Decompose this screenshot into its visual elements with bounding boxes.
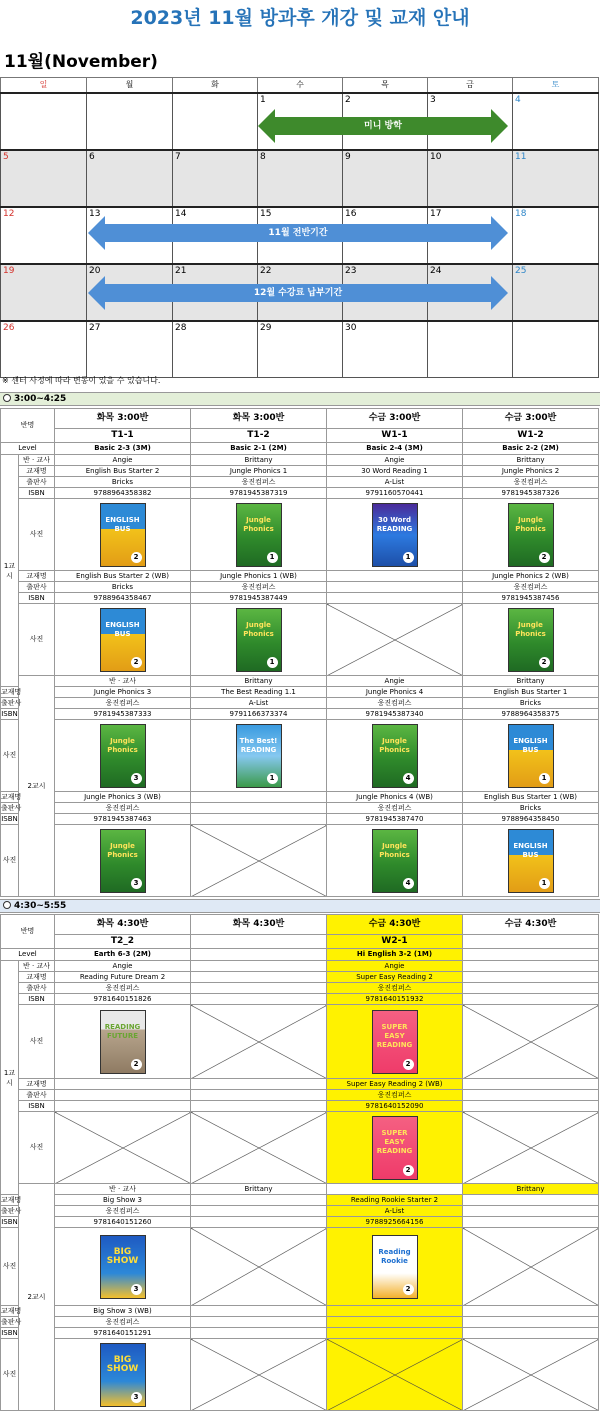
book-cover: BIG SHOW 3 (100, 1343, 146, 1407)
isbn-label: ISBN (19, 593, 55, 604)
book-cover: ENGLISH BUS 1 (508, 829, 554, 893)
class-label: 반명 (1, 915, 55, 949)
wb-isbn: 9781640151291 (55, 1328, 191, 1339)
period-label: 2교시 (19, 676, 55, 897)
period-label: 1교시 (1, 961, 19, 1195)
photo-label: 사진 (1, 720, 19, 792)
book-isbn (463, 994, 599, 1005)
day-cell: 30 (343, 321, 428, 378)
class-name: W1-1 (327, 429, 463, 443)
day-cell: 23 (343, 264, 428, 321)
day-cell: 27 (87, 321, 173, 378)
month-heading: 11월(November) (4, 52, 158, 72)
level-label: Level (1, 443, 55, 455)
book-cover: BIG SHOW 3 (100, 1235, 146, 1299)
wb-isbn (55, 1101, 191, 1112)
class-name: T1-2 (191, 429, 327, 443)
first-half-label: 11월 전반기간 (268, 228, 328, 238)
book-isbn: 9781640151260 (55, 1217, 191, 1228)
weekday-sat: 토 (513, 78, 599, 93)
book-label: 교재명 (19, 571, 55, 582)
empty-photo (191, 825, 327, 897)
book-photo (327, 1112, 463, 1184)
isbn-label: ISBN (1, 709, 18, 718)
empty-photo (191, 1005, 327, 1079)
day-cell: 2 (343, 93, 428, 150)
book-cover: Jungle Phonics 4 (372, 829, 418, 893)
book-photo (55, 720, 191, 792)
teacher-label: 반 · 교사 (19, 455, 55, 466)
book-pub: 웅진컴퍼스 (191, 477, 327, 488)
period-label: 2교시 (19, 1184, 55, 1411)
book-cover: ENGLISH BUS 2 (100, 503, 146, 567)
teacher-name: Angie (327, 455, 463, 466)
day-cell: 25 (513, 264, 599, 321)
class-level: Basic 2-1 (2M) (191, 443, 327, 455)
teacher-label: 반 · 교사 (19, 961, 55, 972)
day-cell: 4 (513, 93, 599, 150)
wb-pub: Bricks (463, 803, 599, 814)
payment-label: 12월 수강료 납부기간 (253, 288, 343, 298)
schedule-table-1 (0, 408, 599, 897)
book-pub: 웅진컴퍼스 (55, 1206, 191, 1217)
class-day: 화목 4:30반 (55, 915, 191, 935)
book-cover: Jungle Phonics 3 (100, 829, 146, 893)
wb-pub (327, 1317, 463, 1328)
wb-pub: 웅진컴퍼스 (55, 1317, 191, 1328)
wb-book (191, 1079, 327, 1090)
book-pub: A-List (327, 477, 463, 488)
circle-icon (3, 901, 11, 909)
teacher-name: Angie (55, 961, 191, 972)
book-pub: 웅진컴퍼스 (327, 983, 463, 994)
book-isbn (463, 1217, 599, 1228)
weekday-sun: 일 (1, 78, 87, 93)
wb-book: Jungle Phonics 3 (WB) (55, 792, 191, 803)
book-pub: Bricks (55, 477, 191, 488)
notice-text: ※ 센터 사정에 따라 변동이 있을 수 있습니다. (2, 376, 161, 385)
wb-book: Jungle Phonics 4 (WB) (327, 792, 463, 803)
book-cover: ENGLISH BUS 2 (100, 608, 146, 672)
book-book: Jungle Phonics 1 (191, 466, 327, 477)
book-label: 교재명 (19, 466, 55, 477)
class-name: T2_2 (55, 935, 191, 949)
book-isbn: 9781945387340 (327, 709, 463, 720)
class-day: 화목 4:30반 (191, 915, 327, 935)
class-level (463, 949, 599, 961)
day-cell: 18 (513, 207, 599, 264)
page-title: 2023년 11월 방과후 개강 및 교재 안내 (130, 7, 470, 29)
first-half-arrow (88, 216, 508, 250)
class-level: Earth 6-3 (2M) (55, 949, 191, 961)
publisher-label: 출판사 (1, 1317, 22, 1326)
wb-isbn (463, 1101, 599, 1112)
book-cover: Jungle Phonics 1 (236, 503, 282, 567)
book-pub: 웅진컴퍼스 (55, 698, 191, 709)
day-cell: 24 (428, 264, 513, 321)
day-cell: 3 (428, 93, 513, 150)
book-pub: Bricks (463, 698, 599, 709)
class-name (191, 935, 327, 949)
book-photo (327, 1005, 463, 1079)
weekday-thu: 목 (343, 78, 428, 93)
wb-pub (55, 1090, 191, 1101)
isbn-label: ISBN (19, 1101, 55, 1112)
empty-photo (55, 1112, 191, 1184)
wb-pub: 웅진컴퍼스 (463, 582, 599, 593)
section-2-header: 4:30~5:55 (0, 899, 600, 913)
class-level: Basic 2-2 (2M) (463, 443, 599, 455)
class-day: 수금 3:00반 (463, 409, 599, 429)
wb-book (55, 1079, 191, 1090)
wb-pub (191, 1317, 327, 1328)
isbn-label: ISBN (1, 1217, 18, 1226)
wb-book (327, 1306, 463, 1317)
book-book: English Bus Starter 2 (55, 466, 191, 477)
teacher-name (463, 961, 599, 972)
mini-break-label: 미니 방학 (364, 121, 402, 131)
wb-isbn (327, 1328, 463, 1339)
wb-book: Jungle Phonics 2 (WB) (463, 571, 599, 582)
wb-book: English Bus Starter 2 (WB) (55, 571, 191, 582)
day-cell: 26 (1, 321, 87, 378)
wb-book: Jungle Phonics 1 (WB) (191, 571, 327, 582)
empty-photo (191, 1112, 327, 1184)
book-photo (463, 604, 599, 676)
book-photo (55, 1339, 191, 1411)
wb-book (191, 792, 327, 803)
photo-label: 사진 (1, 1339, 19, 1411)
day-cell: 22 (258, 264, 343, 321)
book-book (463, 972, 599, 983)
wb-book: English Bus Starter 1 (WB) (463, 792, 599, 803)
book-book (191, 1195, 327, 1206)
book-book: Jungle Phonics 3 (55, 687, 191, 698)
book-cover: Jungle Phonics 1 (236, 608, 282, 672)
empty-photo (463, 1339, 599, 1411)
publisher-label: 출판사 (1, 698, 22, 707)
wb-isbn: 9781945387449 (191, 593, 327, 604)
class-name: T1-1 (55, 429, 191, 443)
photo-label: 사진 (1, 825, 19, 897)
day-cell: 16 (343, 207, 428, 264)
book-book: Big Show 3 (55, 1195, 191, 1206)
book-photo (327, 1228, 463, 1306)
day-cell: 5 (1, 150, 87, 207)
isbn-label: ISBN (1, 1328, 18, 1337)
book-isbn: 9791160570441 (327, 488, 463, 499)
wb-isbn (327, 593, 463, 604)
empty-photo (327, 1339, 463, 1411)
day-cell: 9 (343, 150, 428, 207)
publisher-label: 출판사 (1, 803, 22, 812)
book-isbn: 9781640151826 (55, 994, 191, 1005)
class-label: 반명 (1, 409, 55, 443)
book-photo (327, 720, 463, 792)
day-cell (1, 93, 87, 150)
empty-photo (191, 1339, 327, 1411)
teacher-name: Angie (327, 961, 463, 972)
book-book: Jungle Phonics 4 (327, 687, 463, 698)
book-isbn: 9781945387326 (463, 488, 599, 499)
book-book: Reading Rookie Starter 2 (327, 1195, 463, 1206)
day-cell: 8 (258, 150, 343, 207)
book-book: Reading Future Dream 2 (55, 972, 191, 983)
wb-pub (327, 582, 463, 593)
class-name: W2-1 (327, 935, 463, 949)
teacher-name: Brittany (191, 1184, 327, 1195)
book-cover: Reading Rookie 2 (372, 1235, 418, 1299)
book-pub (191, 983, 327, 994)
photo-label: 사진 (1, 1228, 19, 1306)
teacher-name: Brittany (463, 455, 599, 466)
isbn-label: ISBN (1, 814, 18, 823)
empty-photo (463, 1005, 599, 1079)
book-photo (55, 1228, 191, 1306)
class-level (191, 949, 327, 961)
book-pub (463, 983, 599, 994)
book-book: 30 Word Reading 1 (327, 466, 463, 477)
book-photo (55, 604, 191, 676)
book-photo (463, 499, 599, 571)
empty-photo (463, 1228, 599, 1306)
book-photo (55, 825, 191, 897)
book-cover: SUPER EASY READING 2 (372, 1116, 418, 1180)
book-isbn: 9788964358382 (55, 488, 191, 499)
isbn-label: ISBN (19, 994, 55, 1005)
book-label: 교재명 (19, 972, 55, 983)
level-label: Level (1, 949, 55, 961)
day-cell (428, 321, 513, 378)
class-level: Hi English 3-2 (1M) (327, 949, 463, 961)
publisher-label: 출판사 (19, 477, 55, 488)
book-book (191, 972, 327, 983)
book-photo (327, 825, 463, 897)
teacher-name: Brittany (191, 455, 327, 466)
wb-pub: 웅진컴퍼스 (327, 1090, 463, 1101)
class-name: W1-2 (463, 429, 599, 443)
wb-isbn: 9781640152090 (327, 1101, 463, 1112)
weekday-tue: 화 (173, 78, 258, 93)
day-cell: 21 (173, 264, 258, 321)
wb-book (463, 1079, 599, 1090)
isbn-label: ISBN (19, 488, 55, 499)
day-cell: 14 (173, 207, 258, 264)
book-cover: Jungle Phonics 4 (372, 724, 418, 788)
teacher-name: Angie (55, 455, 191, 466)
publisher-label: 출판사 (1, 1206, 22, 1215)
book-isbn: 9791166373374 (191, 709, 327, 720)
wb-pub (191, 1090, 327, 1101)
class-level: Basic 2-3 (3M) (55, 443, 191, 455)
book-photo (191, 720, 327, 792)
weekday-mon: 월 (87, 78, 173, 93)
book-pub: A-List (327, 1206, 463, 1217)
class-day: 화목 3:00반 (191, 409, 327, 429)
wb-isbn: 9781945387463 (55, 814, 191, 825)
teacher-name: Brittany (463, 676, 599, 687)
empty-photo (463, 1112, 599, 1184)
wb-isbn: 9788964358450 (463, 814, 599, 825)
book-isbn (191, 1217, 327, 1228)
wb-isbn: 9781945387470 (327, 814, 463, 825)
day-cell: 29 (258, 321, 343, 378)
book-isbn: 9781640151932 (327, 994, 463, 1005)
book-photo (191, 604, 327, 676)
wb-book: Super Easy Reading 2 (WB) (327, 1079, 463, 1090)
photo-label: 사진 (19, 1005, 55, 1079)
book-book: Jungle Phonics 2 (463, 466, 599, 477)
wb-isbn (191, 814, 327, 825)
payment-arrow (88, 276, 508, 310)
wb-book (327, 571, 463, 582)
book-label: 교재명 (1, 1306, 22, 1315)
day-cell: 7 (173, 150, 258, 207)
book-book: Super Easy Reading 2 (327, 972, 463, 983)
day-cell: 11 (513, 150, 599, 207)
teacher-name (191, 961, 327, 972)
book-cover: READING FUTURE 2 (100, 1010, 146, 1074)
book-book (463, 1195, 599, 1206)
teacher-label: 반 · 교사 (55, 676, 191, 687)
weekday-wed: 수 (258, 78, 343, 93)
book-isbn: 9788964358375 (463, 709, 599, 720)
book-photo (327, 499, 463, 571)
mini-break-arrow (258, 109, 508, 143)
book-book: The Best Reading 1.1 (191, 687, 327, 698)
class-level: Basic 2-4 (3M) (327, 443, 463, 455)
wb-isbn: 9781945387456 (463, 593, 599, 604)
book-label: 교재명 (19, 1079, 55, 1090)
book-isbn (191, 994, 327, 1005)
wb-pub: Bricks (55, 582, 191, 593)
book-photo (463, 825, 599, 897)
book-cover: SUPER EASY READING 2 (372, 1010, 418, 1074)
wb-pub: 웅진컴퍼스 (55, 803, 191, 814)
book-label: 교재명 (1, 687, 22, 696)
book-pub (191, 1206, 327, 1217)
period-label: 1교시 (1, 455, 19, 687)
class-day: 수금 4:30반 (463, 915, 599, 935)
book-isbn: 9781945387319 (191, 488, 327, 499)
book-photo (55, 1005, 191, 1079)
day-cell: 1 (258, 93, 343, 150)
teacher-name: Brittany (463, 1184, 599, 1195)
day-cell: 19 (1, 264, 87, 321)
class-name (463, 935, 599, 949)
book-book: English Bus Starter 1 (463, 687, 599, 698)
book-isbn: 9788925664156 (327, 1217, 463, 1228)
wb-isbn: 9788964358467 (55, 593, 191, 604)
wb-book (463, 1306, 599, 1317)
class-day: 수금 4:30반 (327, 915, 463, 935)
day-cell: 10 (428, 150, 513, 207)
teacher-name (327, 1184, 463, 1195)
wb-book: Big Show 3 (WB) (55, 1306, 191, 1317)
day-cell: 12 (1, 207, 87, 264)
day-cell: 6 (87, 150, 173, 207)
section-1-header: 3:00~4:25 (0, 392, 600, 406)
day-cell: 17 (428, 207, 513, 264)
book-photo (191, 499, 327, 571)
wb-isbn (463, 1328, 599, 1339)
book-photo (55, 499, 191, 571)
publisher-label: 출판사 (19, 983, 55, 994)
wb-pub: 웅진컴퍼스 (191, 582, 327, 593)
wb-isbn (191, 1328, 327, 1339)
book-pub: 웅진컴퍼스 (463, 477, 599, 488)
book-pub: 웅진컴퍼스 (327, 698, 463, 709)
book-isbn: 9781945387333 (55, 709, 191, 720)
wb-pub (463, 1090, 599, 1101)
day-cell: 20 (87, 264, 173, 321)
day-cell (513, 321, 599, 378)
class-day: 수금 3:00반 (327, 409, 463, 429)
day-cell: 28 (173, 321, 258, 378)
wb-pub (463, 1317, 599, 1328)
circle-icon (3, 394, 11, 402)
book-cover: Jungle Phonics 2 (508, 503, 554, 567)
teacher-name: Brittany (191, 676, 327, 687)
book-cover: ENGLISH BUS 1 (508, 724, 554, 788)
book-pub (463, 1206, 599, 1217)
photo-label: 사진 (19, 1112, 55, 1184)
wb-pub: 웅진컴퍼스 (327, 803, 463, 814)
day-cell (87, 93, 173, 150)
empty-photo (327, 604, 463, 676)
book-photo (463, 720, 599, 792)
book-cover: Jungle Phonics 2 (508, 608, 554, 672)
book-pub: A-List (191, 698, 327, 709)
class-day: 화목 3:00반 (55, 409, 191, 429)
teacher-label: 반 · 교사 (55, 1184, 191, 1195)
publisher-label: 출판사 (19, 582, 55, 593)
wb-book (191, 1306, 327, 1317)
photo-label: 사진 (19, 499, 55, 571)
day-cell: 13 (87, 207, 173, 264)
publisher-label: 출판사 (19, 1090, 55, 1101)
book-label: 교재명 (1, 792, 22, 801)
teacher-name: Angie (327, 676, 463, 687)
day-cell (173, 93, 258, 150)
book-cover: 30 Word READING 1 (372, 503, 418, 567)
weekday-fri: 금 (428, 78, 513, 93)
book-cover: Jungle Phonics 3 (100, 724, 146, 788)
photo-label: 사진 (19, 604, 55, 676)
wb-pub (191, 803, 327, 814)
day-cell: 15 (258, 207, 343, 264)
book-label: 교재명 (1, 1195, 22, 1204)
book-cover: The Best! READING 1 (236, 724, 282, 788)
empty-photo (191, 1228, 327, 1306)
wb-isbn (191, 1101, 327, 1112)
schedule-table-2 (0, 914, 599, 1411)
book-pub: 웅진컴퍼스 (55, 983, 191, 994)
